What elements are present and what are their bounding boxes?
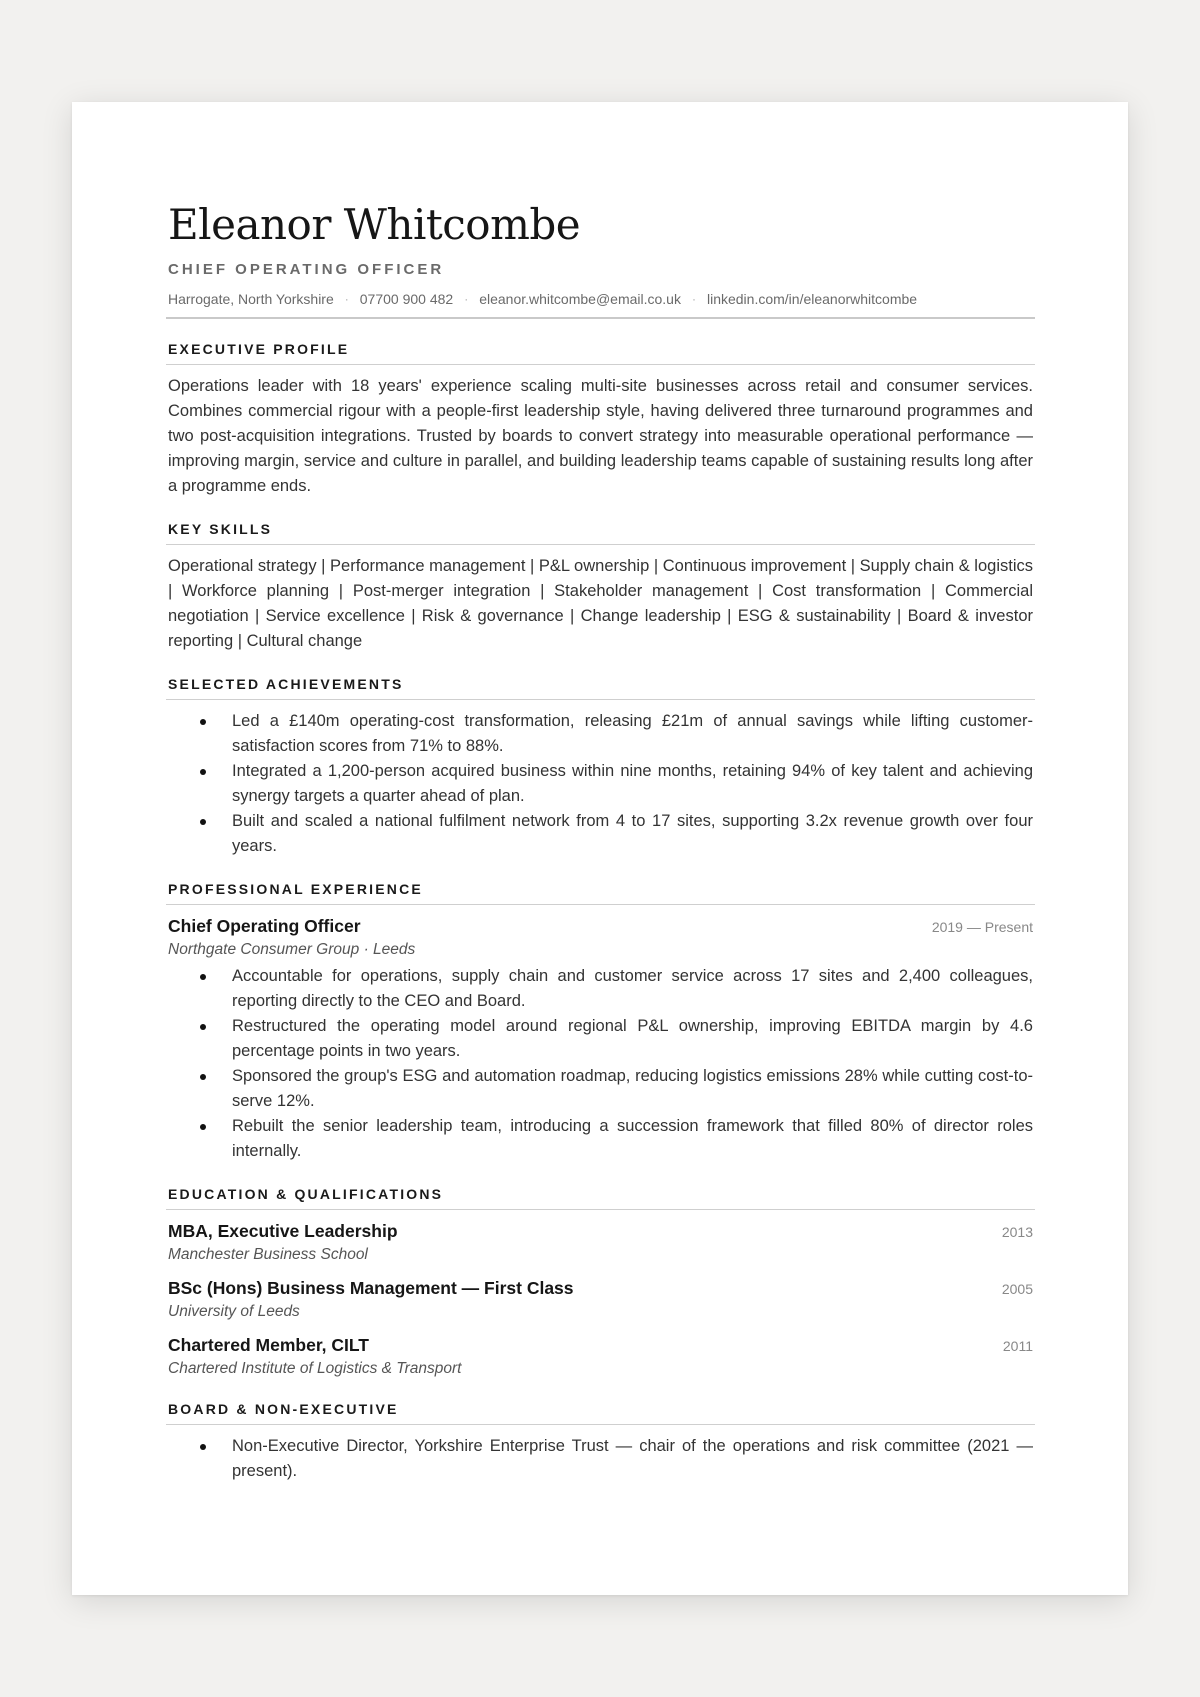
contact-separator: · <box>344 292 349 306</box>
degree-school: Chartered Institute of Logistics & Transport <box>168 1360 462 1377</box>
section-title-education: EDUCATION & QUALIFICATIONS <box>168 1186 444 1202</box>
list-item: Led a £140m operating-cost transformation, releasing £21m of annual savings while lifting customer-satisfaction scores from 71% to 88%. <box>232 709 1033 759</box>
degree-school: Manchester Business School <box>168 1246 368 1263</box>
degree-year: 2013 <box>1001 1224 1033 1240</box>
contact-phone: 07700 900 482 <box>359 291 454 307</box>
contact-line <box>168 290 1033 308</box>
list-item: Accountable for operations, supply chain and customer service across 17 sites and 2,400 colleagues, reporting directly to the CEO and Board. <box>232 964 1033 1014</box>
degree-title: Chartered Member, CILT <box>168 1335 369 1355</box>
experience-entry-header <box>168 914 1033 939</box>
contact-email[interactable]: eleanor.whitcombe@email.co.uk <box>479 291 681 307</box>
section-divider <box>166 904 1035 905</box>
section-divider <box>166 1209 1035 1210</box>
list-item: Non-Executive Director, Yorkshire Enterprise Trust — chair of the operations and risk committee (2021 — present). <box>232 1434 1033 1484</box>
list-item: Built and scaled a national fulfilment network from 4 to 17 sites, supporting 3.2x revenue growth over four years. <box>232 809 1033 859</box>
list-item: Rebuilt the senior leadership team, introducing a succession framework that filled 80% of director roles internally. <box>232 1114 1033 1164</box>
section-title-skills: KEY SKILLS <box>168 521 273 537</box>
list-item: Sponsored the group's ESG and automation roadmap, reducing logistics emissions 28% while cutting cost-to-serve 12%. <box>232 1064 1033 1114</box>
degree-year: 2011 <box>1002 1338 1033 1354</box>
education-entry <box>168 1276 1033 1322</box>
candidate-name: Eleanor Whitcombe <box>168 200 581 249</box>
section-title-board: BOARD & NON-EXECUTIVE <box>168 1401 399 1417</box>
degree-title: MBA, Executive Leadership <box>168 1221 398 1241</box>
header-divider <box>166 317 1035 319</box>
profile-text: Operations leader with 18 years' experience scaling multi-site businesses across retail and consumer services. Combines commercial rigour with a people-first leadership style, having delivered three turnaround programmes and two post-acquisition integrations. Trusted by boards to convert strategy into measurable operational performance — improving margin, service and culture in parallel, and building leadership teams capable of sustaining results long after a programme ends. <box>168 377 1033 495</box>
skills-text: Operational strategy | Performance management | P&L ownership | Continuous improvement | Supply chain & logistics | Workforce planning | Post-merger integration | Stakeholder management | Cost transformation | Commercial negotiation | Service excellence | Risk & governance | Change leadership | ESG & sustainability | Board & investor reporting | Cultural change <box>168 557 1033 650</box>
list-item: Integrated a 1,200-person acquired business within nine months, retaining 94% of key talent and achieving synergy targets a quarter ahead of plan. <box>232 759 1033 809</box>
job-dates: 2019 — Present <box>931 919 1033 935</box>
candidate-role: CHIEF OPERATING OFFICER <box>168 261 445 278</box>
education-entry <box>168 1333 1033 1379</box>
list-item: Restructured the operating model around regional P&L ownership, improving EBITDA margin by 4.6 percentage points in two years. <box>232 1014 1033 1064</box>
education-entry <box>168 1219 1033 1265</box>
board-list <box>168 1434 1033 1484</box>
achievements-list <box>168 709 1033 859</box>
section-title-achievements: SELECTED ACHIEVEMENTS <box>168 676 404 692</box>
section-title-experience: PROFESSIONAL EXPERIENCE <box>168 881 423 897</box>
resume-page <box>72 102 1128 1595</box>
experience-list <box>168 964 1033 1164</box>
contact-separator: · <box>691 292 696 306</box>
section-divider <box>166 1424 1035 1425</box>
job-company: Northgate Consumer Group · Leeds <box>168 941 416 958</box>
degree-title: BSc (Hons) Business Management — First Class <box>168 1278 574 1298</box>
contact-location: Harrogate, North Yorkshire <box>168 291 334 307</box>
section-title-profile: EXECUTIVE PROFILE <box>168 341 350 357</box>
degree-school: University of Leeds <box>168 1303 300 1320</box>
contact-separator: · <box>464 292 469 306</box>
degree-year: 2005 <box>1001 1281 1033 1297</box>
section-divider <box>166 364 1035 365</box>
job-title: Chief Operating Officer <box>168 916 361 936</box>
contact-linkedin[interactable]: linkedin.com/in/eleanorwhitcombe <box>706 291 918 307</box>
section-divider <box>166 544 1035 545</box>
section-divider <box>166 699 1035 700</box>
